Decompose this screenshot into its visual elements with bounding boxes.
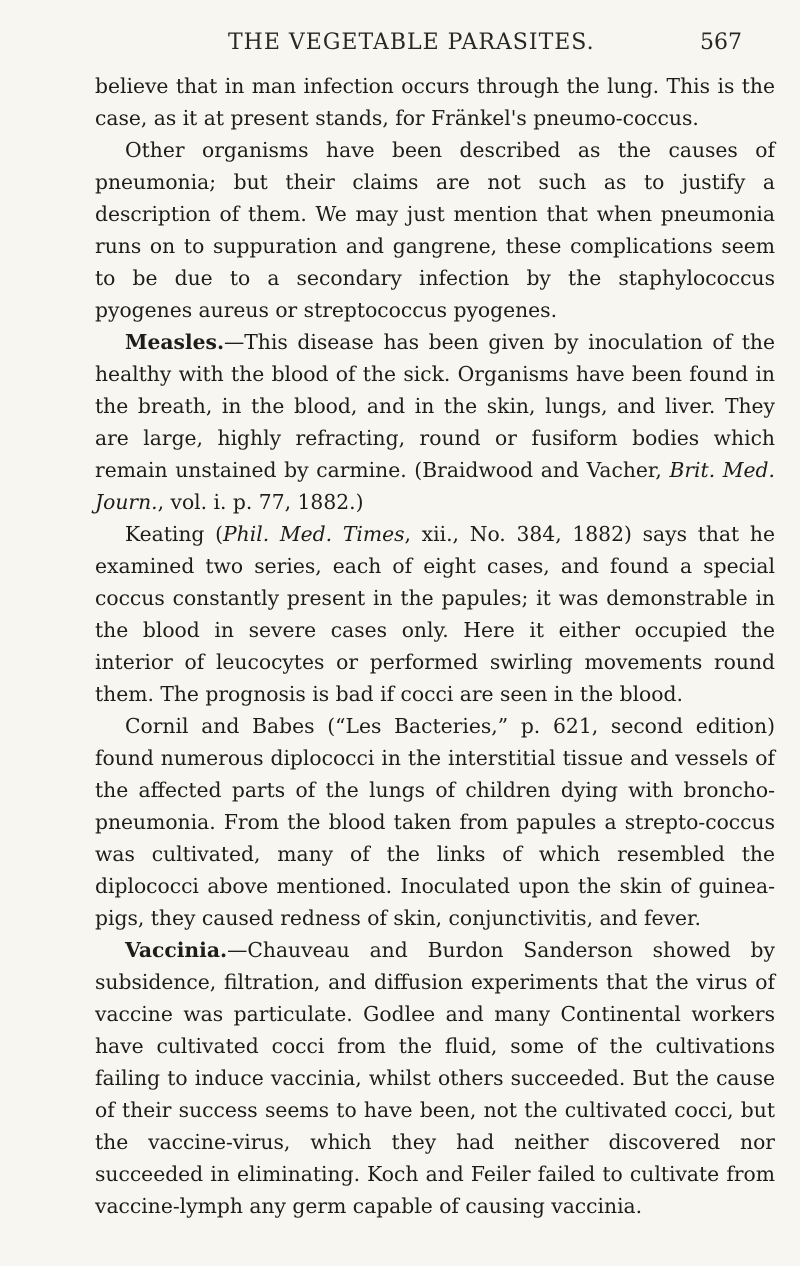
body-text xyxy=(95,70,775,1222)
citation-phil-med-times: Phil. Med. Times xyxy=(223,522,405,546)
measles-text: —This disease has been given by inoculation of the healthy with the blood of the sick. Organisms have been found in the breath, in the blood, and in the skin, lungs, and liver. They are large, highly refracting, round or fusiform bodies which remain unstained by carmine. (Braidwood and Vacher, xyxy=(95,330,775,482)
paragraph-pneumonia-organisms: Other organisms have been described as the causes of pneumonia; but their claims are not such as to justify a description of them. We may just mention that when pneumonia runs on to suppuration and gangrene, these complications seem to be due to a secondary infection by the staphylococcus pyogenes aureus or streptococcus pyogenes. xyxy=(95,138,775,322)
keating-text-start: Keating ( xyxy=(125,522,224,546)
citation-brit-med-journ: Brit. Med. Journ. xyxy=(95,458,775,514)
paragraph-measles xyxy=(95,326,775,518)
paragraph-keating xyxy=(95,518,775,710)
section-heading-vaccinia: Vaccinia. xyxy=(125,938,228,962)
vaccinia-text: —Chauveau and Burdon Sanderson showed by subsidence, filtration, and diffusion experiments that the virus of vaccine was particulate. Godlee and many Continental workers have cultivated cocci from the fluid, some of the cultivations failing to induce vaccinia, whilst others succeeded. But the cause of their success seems to have been, not the cultivated cocci, but the vaccine-virus, which they had neither discovered nor succeeded in eliminating. Koch and Feiler failed to cultivate from vaccine-lymph any germ capable of causing vaccinia. xyxy=(95,938,775,1218)
measles-text-end: , vol. i. p. 77, 1882.) xyxy=(157,490,364,514)
keating-text: , xii., No. 384, 1882) says that he examined two series, each of eight cases, and found a special coccus constantly present in the papules; it was demonstrable in the blood in severe cases only. Here it either occupied the interior of leucocytes or performed swirling movements round them. The prognosis is bad if cocci are seen in the blood. xyxy=(95,522,775,706)
paragraph-cornil-babes: Cornil and Babes (“Les Bacteries,” p. 621, second edition) found numerous diplococci in the interstitial tissue and vessels of the affected parts of the lungs of children dying with broncho-pneumonia. From the blood taken from papules a strepto-coccus was cultivated, many of the links of which resembled the diplococci above mentioned. Inoculated upon the skin of guinea-pigs, they caused redness of skin, conjunctivitis, and fever. xyxy=(95,714,775,930)
paragraph-continuation: believe that in man infection occurs through the lung. This is the case, as it at present stands, for Fränkel's pneumo-coccus. xyxy=(95,74,775,130)
paragraph-vaccinia xyxy=(95,934,775,1222)
section-heading-measles: Measles. xyxy=(125,330,224,354)
page-number: 567 xyxy=(700,30,742,55)
running-title: THE VEGETABLE PARASITES. xyxy=(228,30,595,55)
